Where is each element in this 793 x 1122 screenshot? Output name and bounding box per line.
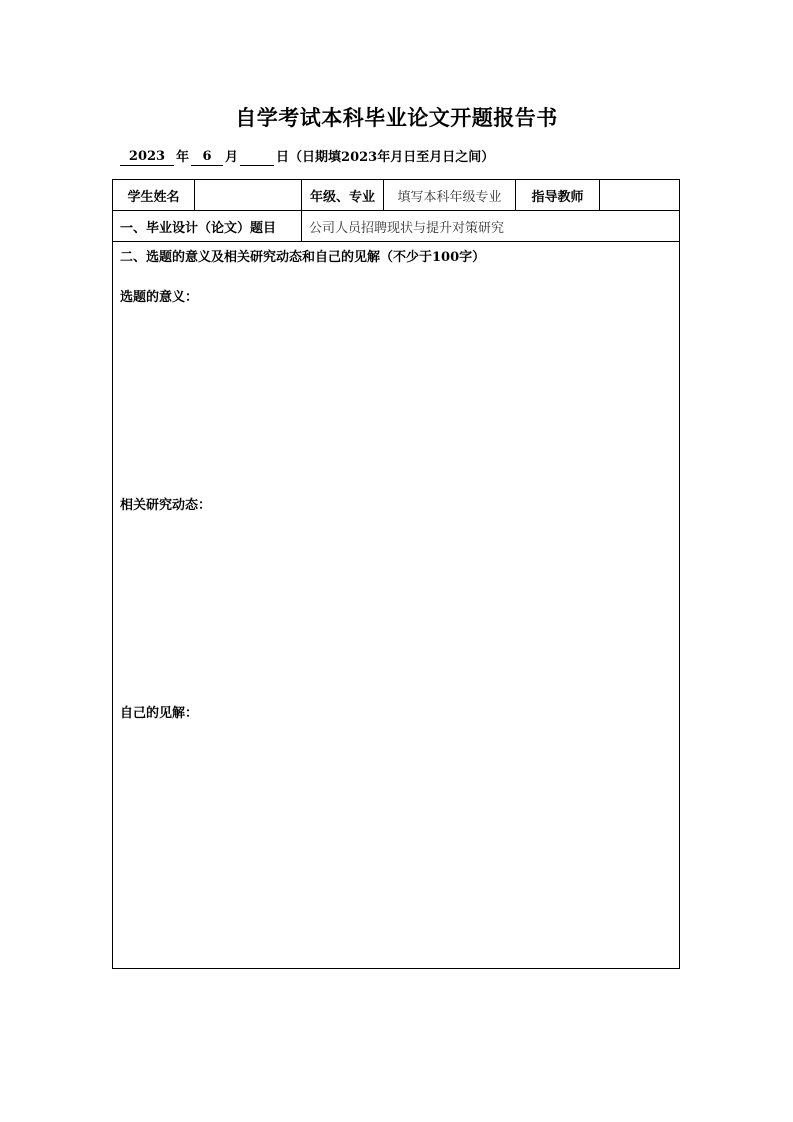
page-title: 自学考试本科毕业论文开题报告书 (235, 105, 558, 130)
year-label: 年 (176, 150, 190, 165)
report-form-table (112, 179, 680, 969)
info-row (113, 180, 679, 211)
section-two[interactable] (113, 242, 679, 968)
topic-row (113, 211, 679, 242)
year-field[interactable]: 2023 (120, 149, 174, 166)
day-label: 日（日期填2023年月日至月日之间） (276, 150, 495, 165)
opinion-label: 自己的见解： (120, 706, 199, 721)
advisor-field[interactable] (600, 180, 679, 210)
day-field[interactable] (240, 149, 274, 166)
research-label: 相关研究动态： (120, 498, 212, 513)
grade-major-field[interactable]: 填写本科年级专业 (384, 180, 516, 210)
month-field[interactable]: 6 (191, 149, 223, 166)
month-label: 月 (225, 150, 239, 165)
topic-label: 一、毕业设计（论文）题目 (113, 211, 302, 241)
student-name-label: 学生姓名 (113, 180, 195, 210)
significance-label: 选题的意义： (120, 290, 199, 305)
advisor-label: 指导教师 (516, 180, 600, 210)
student-name-field[interactable] (195, 180, 302, 210)
grade-major-label: 年级、专业 (302, 180, 384, 210)
section-two-header: 二、选题的意义及相关研究动态和自己的见解（不少于100字） (120, 250, 486, 265)
date-line (120, 149, 496, 166)
topic-field[interactable]: 公司人员招聘现状与提升对策研究 (309, 220, 505, 236)
